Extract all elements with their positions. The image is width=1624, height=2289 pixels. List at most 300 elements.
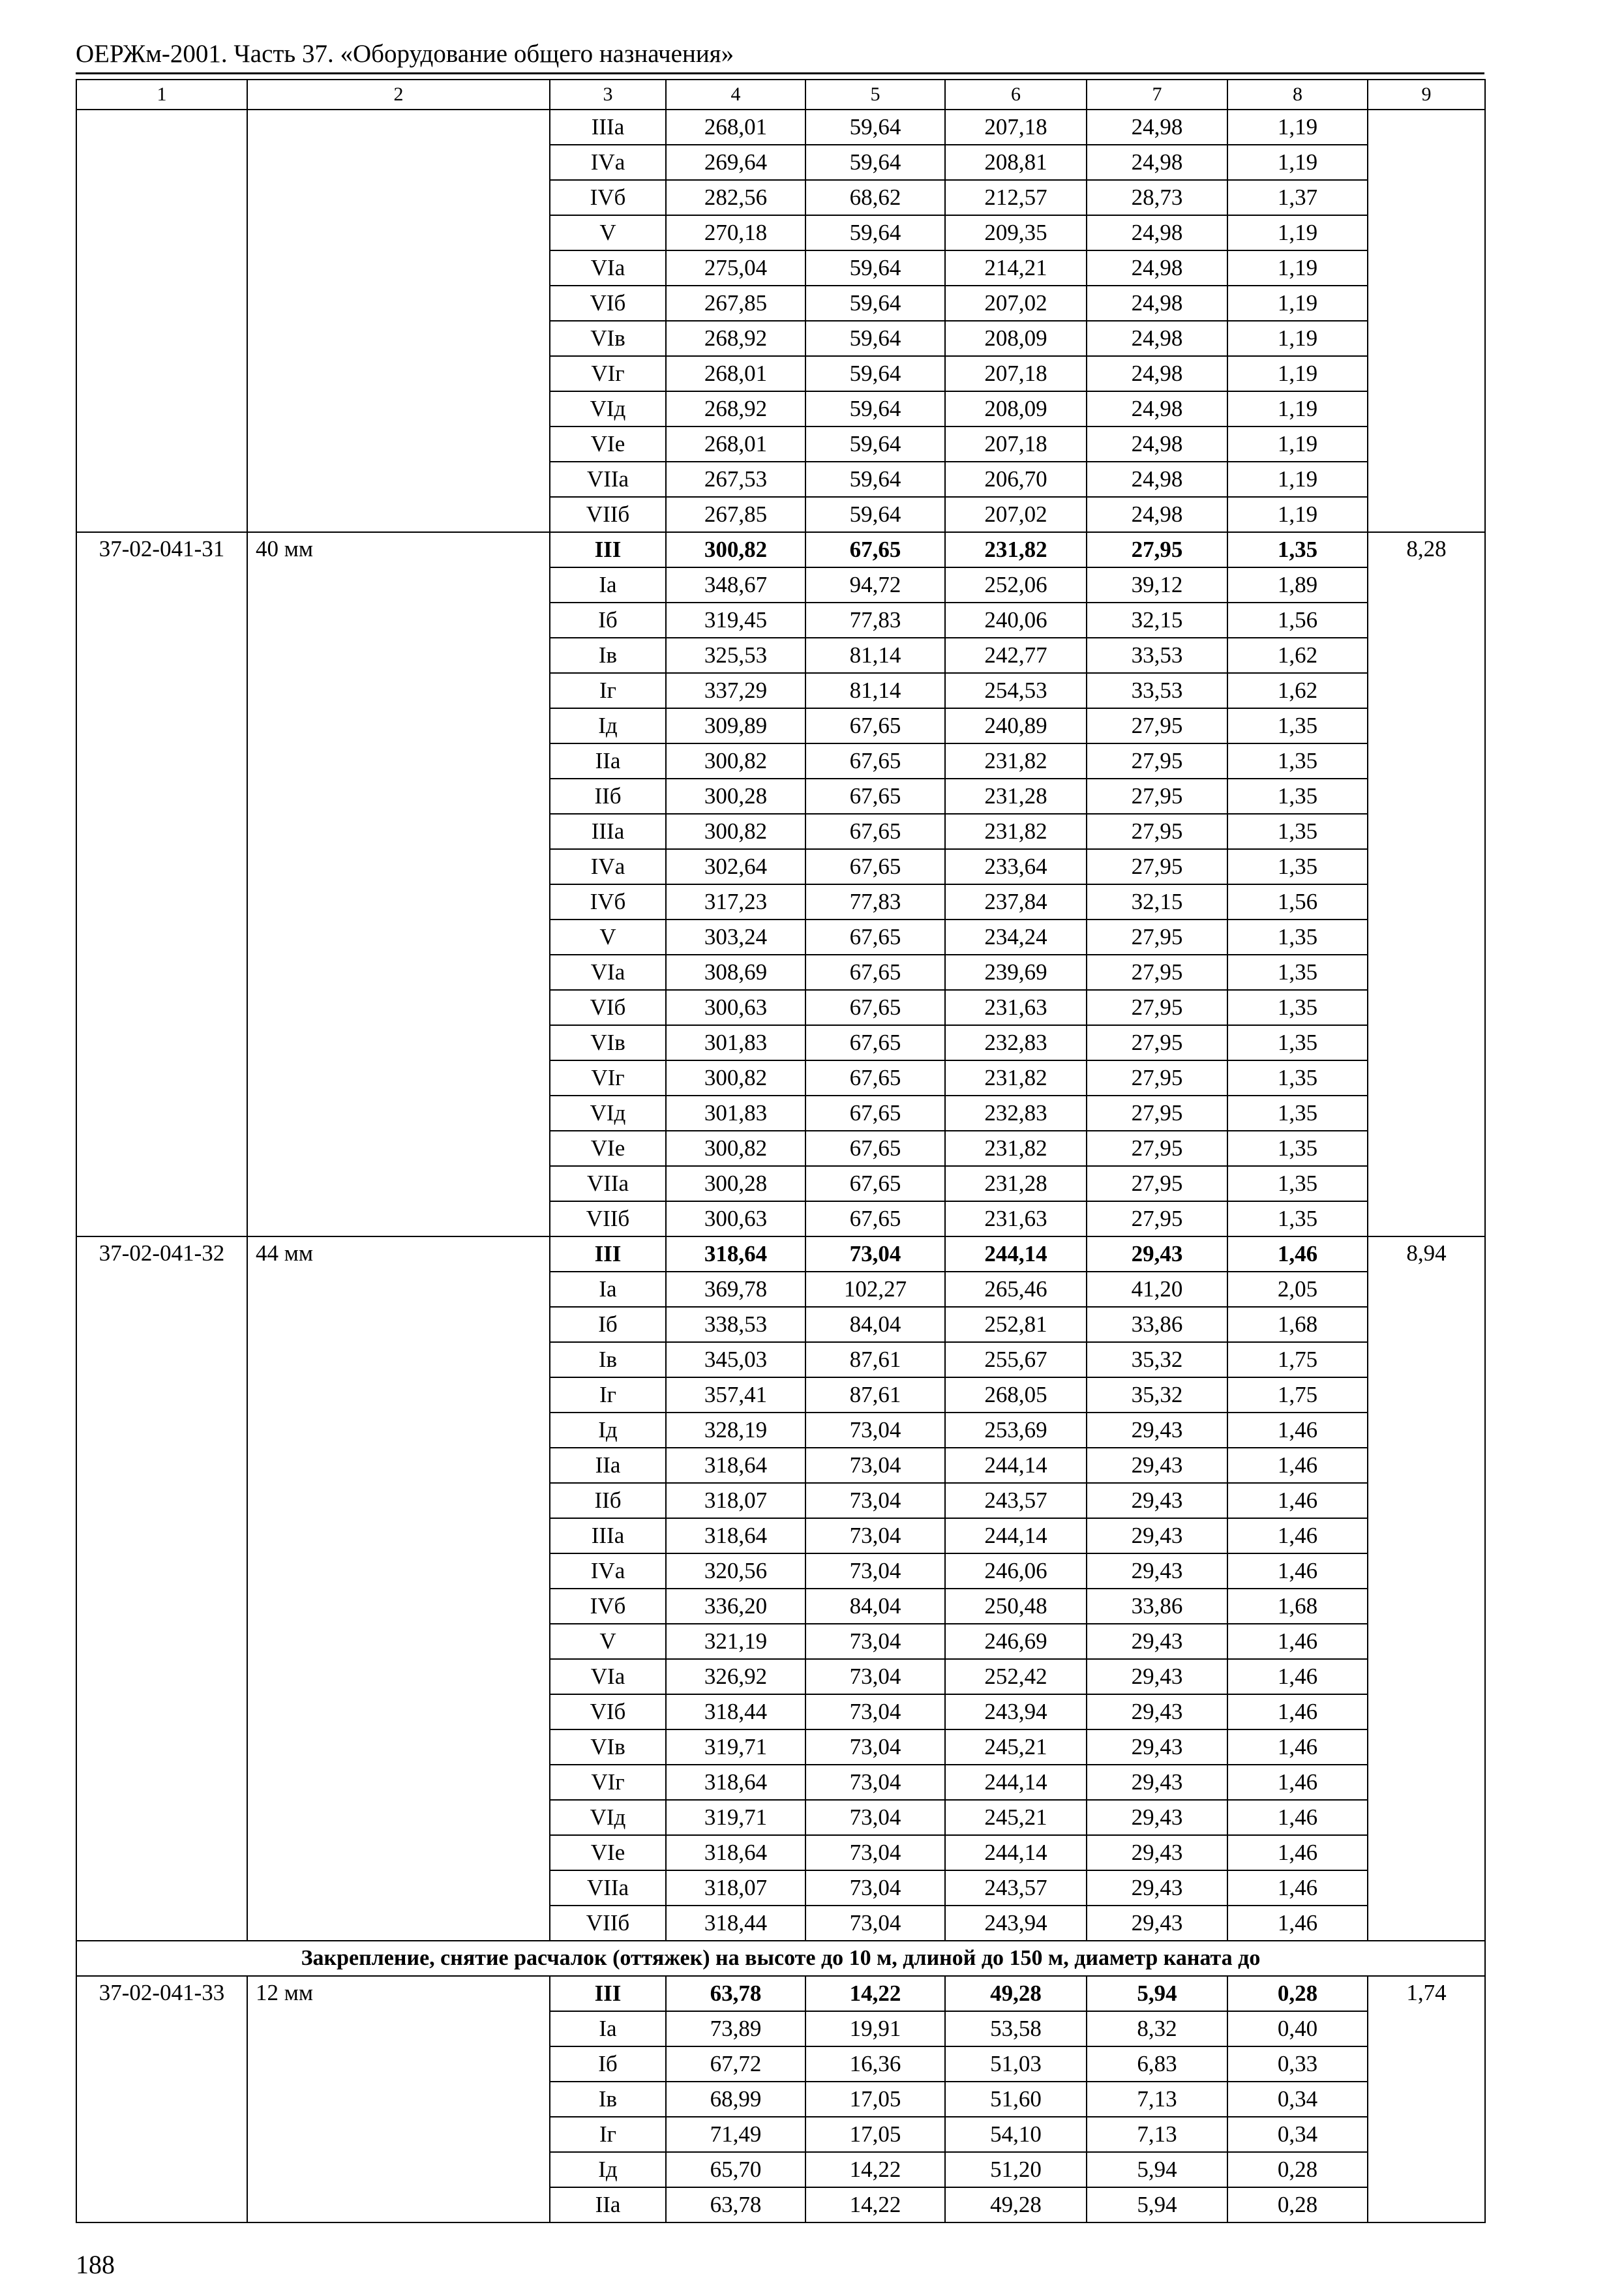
value-cell: 308,69: [666, 955, 805, 990]
value-cell: 1,19: [1227, 321, 1368, 356]
value-cell: 240,06: [945, 603, 1087, 638]
zone-cell: Iг: [550, 2117, 666, 2152]
value-cell: 59,64: [805, 462, 945, 497]
value-cell: 320,56: [666, 1553, 805, 1589]
value-cell: 208,09: [945, 321, 1087, 356]
value-cell: 33,53: [1087, 673, 1227, 708]
value-cell: 1,35: [1227, 708, 1368, 743]
value-cell: 1,19: [1227, 497, 1368, 532]
value-cell: 207,02: [945, 497, 1087, 532]
zone-cell: Iа: [550, 567, 666, 603]
value-cell: 268,92: [666, 391, 805, 426]
zone-cell: V: [550, 920, 666, 955]
column-number: 6: [945, 80, 1087, 110]
section-heading-row: [76, 1941, 1485, 1976]
value-cell: 1,46: [1227, 1448, 1368, 1483]
value-cell: 27,95: [1087, 955, 1227, 990]
value-cell: 1,35: [1227, 743, 1368, 779]
value-cell: 207,18: [945, 426, 1087, 462]
table-body: [76, 80, 1485, 2222]
value-cell: 27,95: [1087, 1201, 1227, 1236]
value-cell: 29,43: [1087, 1553, 1227, 1589]
value-cell: 67,72: [666, 2046, 805, 2082]
value-cell: 27,95: [1087, 743, 1227, 779]
value-cell: 35,32: [1087, 1342, 1227, 1377]
value-cell: 318,44: [666, 1694, 805, 1729]
value-cell: 27,95: [1087, 532, 1227, 567]
value-cell: 1,35: [1227, 1025, 1368, 1060]
value-cell: 231,82: [945, 1060, 1087, 1096]
zone-cell: VIв: [550, 1729, 666, 1765]
value-cell: 245,21: [945, 1800, 1087, 1835]
rate-code: 37-02-041-32: [76, 1236, 247, 1941]
value-cell: 6,83: [1087, 2046, 1227, 2082]
value-cell: 16,36: [805, 2046, 945, 2082]
value-cell: 73,04: [805, 1236, 945, 1272]
value-cell: 319,71: [666, 1729, 805, 1765]
value-cell: 67,65: [805, 1025, 945, 1060]
rate-description: 12 мм: [247, 1976, 550, 2222]
value-cell: 1,35: [1227, 814, 1368, 849]
value-cell: 269,64: [666, 145, 805, 180]
value-cell: 51,20: [945, 2152, 1087, 2187]
value-cell: 5,94: [1087, 2152, 1227, 2187]
value-cell: 254,53: [945, 673, 1087, 708]
value-cell: 252,06: [945, 567, 1087, 603]
value-cell: 27,95: [1087, 1131, 1227, 1166]
value-cell: 336,20: [666, 1589, 805, 1624]
labor-norm: 1,74: [1368, 1976, 1485, 2222]
zone-cell: Iв: [550, 1342, 666, 1377]
value-cell: 1,46: [1227, 1765, 1368, 1800]
value-cell: 73,04: [805, 1553, 945, 1589]
value-cell: 318,64: [666, 1448, 805, 1483]
value-cell: 67,65: [805, 1201, 945, 1236]
value-cell: 231,28: [945, 779, 1087, 814]
value-cell: 67,65: [805, 779, 945, 814]
value-cell: 319,71: [666, 1800, 805, 1835]
value-cell: 51,03: [945, 2046, 1087, 2082]
zone-cell: Iг: [550, 673, 666, 708]
zone-cell: VIа: [550, 250, 666, 286]
value-cell: 59,64: [805, 356, 945, 391]
rate-description: 40 мм: [247, 532, 550, 1236]
zone-cell: IVб: [550, 884, 666, 920]
value-cell: 243,57: [945, 1870, 1087, 1906]
labor-norm: 8,28: [1368, 532, 1485, 1236]
value-cell: 268,92: [666, 321, 805, 356]
value-cell: 300,82: [666, 743, 805, 779]
value-cell: 231,82: [945, 814, 1087, 849]
page-header-title: ОЕРЖм-2001. Часть 37. «Оборудование общего назначения»: [76, 40, 734, 68]
value-cell: 1,46: [1227, 1483, 1368, 1518]
value-cell: 246,06: [945, 1553, 1087, 1589]
zone-cell: VIг: [550, 1765, 666, 1800]
value-cell: 243,94: [945, 1694, 1087, 1729]
value-cell: 14,22: [805, 2152, 945, 2187]
value-cell: 67,65: [805, 1096, 945, 1131]
value-cell: 244,14: [945, 1448, 1087, 1483]
labor-norm: 8,94: [1368, 1236, 1485, 1941]
value-cell: 325,53: [666, 638, 805, 673]
value-cell: 29,43: [1087, 1694, 1227, 1729]
value-cell: 207,18: [945, 110, 1087, 145]
zone-cell: IIIа: [550, 1518, 666, 1553]
value-cell: 209,35: [945, 215, 1087, 250]
value-cell: 1,46: [1227, 1518, 1368, 1553]
value-cell: 1,56: [1227, 884, 1368, 920]
value-cell: 244,14: [945, 1518, 1087, 1553]
value-cell: 27,95: [1087, 1060, 1227, 1096]
zone-cell: VIIб: [550, 1201, 666, 1236]
value-cell: 319,45: [666, 603, 805, 638]
value-cell: 1,46: [1227, 1800, 1368, 1835]
zone-cell: VIе: [550, 1835, 666, 1870]
value-cell: 318,64: [666, 1518, 805, 1553]
value-cell: 317,23: [666, 884, 805, 920]
zone-cell: VIд: [550, 391, 666, 426]
value-cell: 33,53: [1087, 638, 1227, 673]
value-cell: 81,14: [805, 673, 945, 708]
value-cell: 73,04: [805, 1659, 945, 1694]
value-cell: 32,15: [1087, 884, 1227, 920]
zone-cell: VIIб: [550, 497, 666, 532]
value-cell: 19,91: [805, 2011, 945, 2046]
table-row: [76, 1236, 1485, 1272]
value-cell: 84,04: [805, 1589, 945, 1624]
value-cell: 1,35: [1227, 779, 1368, 814]
value-cell: 29,43: [1087, 1835, 1227, 1870]
value-cell: 14,22: [805, 1976, 945, 2011]
zone-cell: VIе: [550, 1131, 666, 1166]
value-cell: 0,28: [1227, 1976, 1368, 2011]
zone-cell: Iа: [550, 1272, 666, 1307]
value-cell: 268,05: [945, 1377, 1087, 1413]
value-cell: 32,15: [1087, 603, 1227, 638]
value-cell: 1,68: [1227, 1589, 1368, 1624]
value-cell: 265,46: [945, 1272, 1087, 1307]
value-cell: 84,04: [805, 1307, 945, 1342]
value-cell: 73,04: [805, 1694, 945, 1729]
column-number: 3: [550, 80, 666, 110]
value-cell: 24,98: [1087, 356, 1227, 391]
value-cell: 282,56: [666, 180, 805, 215]
value-cell: 24,98: [1087, 145, 1227, 180]
value-cell: 255,67: [945, 1342, 1087, 1377]
value-cell: 1,35: [1227, 955, 1368, 990]
value-cell: 27,95: [1087, 708, 1227, 743]
value-cell: 67,65: [805, 743, 945, 779]
value-cell: 300,63: [666, 990, 805, 1025]
value-cell: 268,01: [666, 426, 805, 462]
value-cell: 27,95: [1087, 779, 1227, 814]
value-cell: 1,68: [1227, 1307, 1368, 1342]
value-cell: 53,58: [945, 2011, 1087, 2046]
zone-cell: Iб: [550, 1307, 666, 1342]
value-cell: 73,04: [805, 1800, 945, 1835]
value-cell: 27,95: [1087, 1025, 1227, 1060]
value-cell: 65,70: [666, 2152, 805, 2187]
value-cell: 1,19: [1227, 391, 1368, 426]
value-cell: 24,98: [1087, 497, 1227, 532]
value-cell: 59,64: [805, 215, 945, 250]
value-cell: 5,94: [1087, 1976, 1227, 2011]
value-cell: 17,05: [805, 2082, 945, 2117]
value-cell: 67,65: [805, 1060, 945, 1096]
zone-cell: IVа: [550, 1553, 666, 1589]
zone-cell: V: [550, 215, 666, 250]
value-cell: 348,67: [666, 567, 805, 603]
value-cell: 27,95: [1087, 920, 1227, 955]
value-cell: 1,35: [1227, 849, 1368, 884]
zone-cell: V: [550, 1624, 666, 1659]
value-cell: 1,19: [1227, 250, 1368, 286]
value-cell: 29,43: [1087, 1624, 1227, 1659]
value-cell: 1,35: [1227, 1096, 1368, 1131]
zone-cell: VIд: [550, 1096, 666, 1131]
value-cell: 1,46: [1227, 1870, 1368, 1906]
value-cell: 1,46: [1227, 1624, 1368, 1659]
column-number: 1: [76, 80, 247, 110]
value-cell: 245,21: [945, 1729, 1087, 1765]
value-cell: 24,98: [1087, 462, 1227, 497]
table-row: [76, 110, 1485, 145]
value-cell: 73,04: [805, 1483, 945, 1518]
zone-cell: Iд: [550, 708, 666, 743]
value-cell: 59,64: [805, 145, 945, 180]
value-cell: 318,64: [666, 1236, 805, 1272]
value-cell: 253,69: [945, 1413, 1087, 1448]
value-cell: 233,64: [945, 849, 1087, 884]
value-cell: 1,35: [1227, 532, 1368, 567]
zone-cell: Iв: [550, 638, 666, 673]
rate-description: 44 мм: [247, 1236, 550, 1941]
value-cell: 102,27: [805, 1272, 945, 1307]
value-cell: 246,69: [945, 1624, 1087, 1659]
value-cell: 73,04: [805, 1518, 945, 1553]
value-cell: 59,64: [805, 426, 945, 462]
value-cell: 328,19: [666, 1413, 805, 1448]
value-cell: 1,56: [1227, 603, 1368, 638]
value-cell: 239,69: [945, 955, 1087, 990]
value-cell: 14,22: [805, 2187, 945, 2222]
table-row: [76, 1976, 1485, 2011]
value-cell: 250,48: [945, 1589, 1087, 1624]
value-cell: 73,04: [805, 1765, 945, 1800]
value-cell: 67,65: [805, 1131, 945, 1166]
value-cell: 29,43: [1087, 1483, 1227, 1518]
value-cell: 240,89: [945, 708, 1087, 743]
value-cell: 49,28: [945, 2187, 1087, 2222]
value-cell: 67,65: [805, 955, 945, 990]
zone-cell: III: [550, 1976, 666, 2011]
column-number: 5: [805, 80, 945, 110]
value-cell: 39,12: [1087, 567, 1227, 603]
value-cell: 94,72: [805, 567, 945, 603]
zone-cell: IIб: [550, 779, 666, 814]
value-cell: 59,64: [805, 250, 945, 286]
value-cell: 267,85: [666, 497, 805, 532]
value-cell: 242,77: [945, 638, 1087, 673]
value-cell: 73,04: [805, 1448, 945, 1483]
value-cell: 59,64: [805, 321, 945, 356]
column-number: 7: [1087, 80, 1227, 110]
value-cell: 87,61: [805, 1342, 945, 1377]
zone-cell: VIб: [550, 990, 666, 1025]
value-cell: 27,95: [1087, 849, 1227, 884]
value-cell: 24,98: [1087, 250, 1227, 286]
value-cell: 337,29: [666, 673, 805, 708]
value-cell: 33,86: [1087, 1307, 1227, 1342]
value-cell: 67,65: [805, 708, 945, 743]
value-cell: 73,04: [805, 1835, 945, 1870]
value-cell: 77,83: [805, 884, 945, 920]
rate-code: 37-02-041-31: [76, 532, 247, 1236]
value-cell: 5,94: [1087, 2187, 1227, 2222]
zone-cell: Iб: [550, 603, 666, 638]
value-cell: 338,53: [666, 1307, 805, 1342]
zone-cell: Iа: [550, 2011, 666, 2046]
value-cell: 24,98: [1087, 110, 1227, 145]
zone-cell: VIа: [550, 955, 666, 990]
zone-cell: VIе: [550, 426, 666, 462]
value-cell: 35,32: [1087, 1377, 1227, 1413]
value-cell: 326,92: [666, 1659, 805, 1694]
value-cell: 1,35: [1227, 1201, 1368, 1236]
value-cell: 29,43: [1087, 1765, 1227, 1800]
value-cell: 1,75: [1227, 1377, 1368, 1413]
value-cell: 300,63: [666, 1201, 805, 1236]
value-cell: 231,28: [945, 1166, 1087, 1201]
value-cell: 243,94: [945, 1906, 1087, 1941]
value-cell: 231,82: [945, 532, 1087, 567]
value-cell: 300,28: [666, 779, 805, 814]
value-cell: 1,19: [1227, 215, 1368, 250]
value-cell: 73,89: [666, 2011, 805, 2046]
column-number: 9: [1368, 80, 1485, 110]
value-cell: 206,70: [945, 462, 1087, 497]
value-cell: 275,04: [666, 250, 805, 286]
value-cell: 318,07: [666, 1870, 805, 1906]
value-cell: 268,01: [666, 110, 805, 145]
zone-cell: III: [550, 532, 666, 567]
value-cell: 268,01: [666, 356, 805, 391]
value-cell: 0,28: [1227, 2187, 1368, 2222]
value-cell: 0,33: [1227, 2046, 1368, 2082]
header-rule: [76, 72, 1484, 74]
value-cell: 17,05: [805, 2117, 945, 2152]
value-cell: 24,98: [1087, 215, 1227, 250]
value-cell: 67,65: [805, 532, 945, 567]
value-cell: 302,64: [666, 849, 805, 884]
value-cell: 1,46: [1227, 1553, 1368, 1589]
zone-cell: IVб: [550, 180, 666, 215]
value-cell: 67,65: [805, 849, 945, 884]
value-cell: 73,04: [805, 1624, 945, 1659]
table-row: [76, 532, 1485, 567]
value-cell: 270,18: [666, 215, 805, 250]
value-cell: 73,04: [805, 1413, 945, 1448]
rates-table: [76, 79, 1486, 2223]
zone-cell: VIг: [550, 356, 666, 391]
value-cell: 1,46: [1227, 1835, 1368, 1870]
value-cell: 59,64: [805, 391, 945, 426]
value-cell: 1,62: [1227, 673, 1368, 708]
rate-code: [76, 110, 247, 532]
zone-cell: Iв: [550, 2082, 666, 2117]
value-cell: 0,34: [1227, 2117, 1368, 2152]
value-cell: 1,46: [1227, 1659, 1368, 1694]
value-cell: 29,43: [1087, 1659, 1227, 1694]
column-number: 8: [1227, 80, 1368, 110]
value-cell: 303,24: [666, 920, 805, 955]
value-cell: 1,46: [1227, 1413, 1368, 1448]
zone-cell: III: [550, 1236, 666, 1272]
value-cell: 318,07: [666, 1483, 805, 1518]
zone-cell: IIа: [550, 743, 666, 779]
zone-cell: VIб: [550, 286, 666, 321]
value-cell: 252,42: [945, 1659, 1087, 1694]
zone-cell: VIв: [550, 321, 666, 356]
value-cell: 1,46: [1227, 1694, 1368, 1729]
value-cell: 8,32: [1087, 2011, 1227, 2046]
value-cell: 237,84: [945, 884, 1087, 920]
value-cell: 345,03: [666, 1342, 805, 1377]
zone-cell: VIIа: [550, 1166, 666, 1201]
zone-cell: IVб: [550, 1589, 666, 1624]
value-cell: 63,78: [666, 2187, 805, 2222]
value-cell: 27,95: [1087, 1166, 1227, 1201]
column-number: 4: [666, 80, 805, 110]
value-cell: 87,61: [805, 1377, 945, 1413]
zone-cell: Iд: [550, 2152, 666, 2187]
zone-cell: IIIа: [550, 814, 666, 849]
value-cell: 1,35: [1227, 990, 1368, 1025]
value-cell: 232,83: [945, 1096, 1087, 1131]
value-cell: 7,13: [1087, 2082, 1227, 2117]
zone-cell: IIб: [550, 1483, 666, 1518]
value-cell: 1,89: [1227, 567, 1368, 603]
value-cell: 28,73: [1087, 180, 1227, 215]
value-cell: 244,14: [945, 1835, 1087, 1870]
zone-cell: VIIа: [550, 1870, 666, 1906]
value-cell: 24,98: [1087, 286, 1227, 321]
value-cell: 1,19: [1227, 110, 1368, 145]
value-cell: 29,43: [1087, 1729, 1227, 1765]
page-number: 188: [76, 2250, 115, 2279]
section-heading: Закрепление, снятие расчалок (оттяжек) на высоте до 10 м, длиной до 150 м, диаметр каната до: [76, 1941, 1485, 1976]
labor-norm: [1368, 110, 1485, 532]
value-cell: 1,35: [1227, 1060, 1368, 1096]
value-cell: 51,60: [945, 2082, 1087, 2117]
value-cell: 231,63: [945, 1201, 1087, 1236]
zone-cell: VIд: [550, 1800, 666, 1835]
value-cell: 54,10: [945, 2117, 1087, 2152]
value-cell: 1,35: [1227, 1131, 1368, 1166]
rate-description: [247, 110, 550, 532]
value-cell: 301,83: [666, 1025, 805, 1060]
value-cell: 24,98: [1087, 321, 1227, 356]
value-cell: 73,04: [805, 1906, 945, 1941]
value-cell: 244,14: [945, 1236, 1087, 1272]
value-cell: 59,64: [805, 497, 945, 532]
value-cell: 207,18: [945, 356, 1087, 391]
value-cell: 1,62: [1227, 638, 1368, 673]
zone-cell: Iд: [550, 1413, 666, 1448]
value-cell: 73,04: [805, 1870, 945, 1906]
value-cell: 267,53: [666, 462, 805, 497]
value-cell: 318,64: [666, 1835, 805, 1870]
